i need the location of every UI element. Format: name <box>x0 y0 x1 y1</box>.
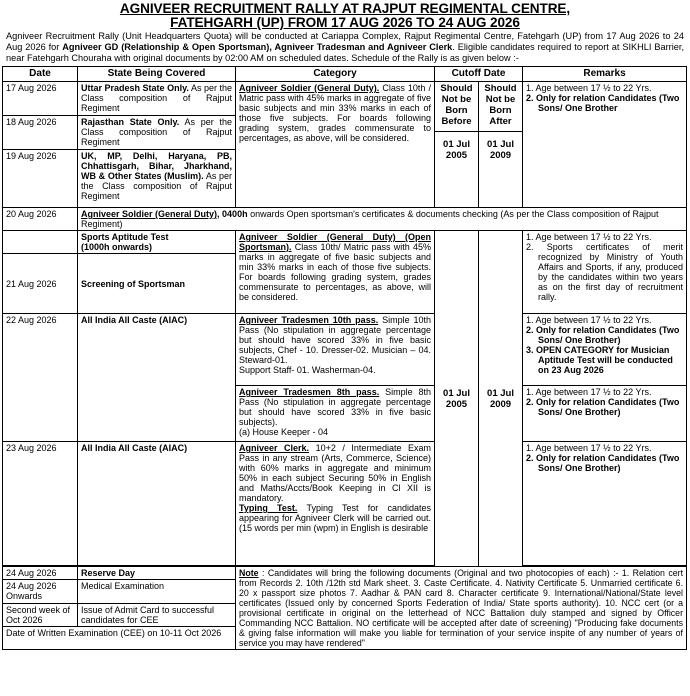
cutoff-after-mid: 01 Jul 2009 <box>479 231 523 567</box>
clerk-category: Agniveer Clerk. 10+2 / Intermediate Exam Pass in any stream (Arts, Commerce, Science) with 60% marks in aggregate and minimum 50% in each subject Securing 50% in English and Maths/Accts/Book Keeping in Cl XII is mandatory. Typing Test. Typing Test for candidates appearing for Agniveer Clerk will be carried out. (15 words per min (wpm) in English is desirable <box>236 442 435 566</box>
intro-bold: Agniveer GD (Relationship & Open Sportsman), Agniveer Tradesman and Agniveer Clerk <box>62 42 453 52</box>
row-date: 19 Aug 2026 <box>3 150 78 208</box>
title-line-1: AGNIVEER RECRUITMENT RALLY AT RAJPUT REGIMENTAL CENTRE, <box>119 1 571 16</box>
table-row <box>3 567 687 580</box>
header-date: Date <box>3 67 78 82</box>
row-state: Medical Examination <box>78 580 236 604</box>
cutoff-before: Should Not be Born Before 01 Jul 2005 <box>435 82 479 208</box>
table-row <box>3 314 687 386</box>
row-state: All India All Caste (AIAC) <box>78 314 236 442</box>
row-date: 24 Aug 2026 <box>3 567 78 580</box>
documents-note: Note : Candidates will bring the following documents (Original and two photocopies of each) :- 1. Relation cert from Records 2. 10th /12th std Mark sheet. 3. Caste Certificate. 4. Nativity Certificate 5. Unmarried certificate 6. 20 x passport size photos 7. Aadhar & PAN card 8. Character certificate 9. International/National/State level certificates (Issued only by concerned Sports Federation of India/ State sports authority). 10. NCC cert (or a provisional certificate in original on the letterhead of NCC Battalion duly stamped and signed by Officer Commanding NCC Battalion. NO certificate will be accepted after date of screening) "Producing fake documents & giving false information will make you liable for termination of your service inspite of any number of years of service you may have rendered" <box>236 567 687 650</box>
row-date: 24 Aug 2026 Onwards <box>3 580 78 604</box>
row-state: Screening of Sportsman <box>78 254 236 314</box>
rally-schedule-table <box>2 66 687 650</box>
tradesmen-10th-remarks: 1. Age between 17 ½ to 22 Yrs. 2. Only for relation Candidates (Two Sons/ One Brother) 3. OPEN CATEGORY for Musician Aptitude Test will be conducted on 23 Aug 2026 <box>523 314 687 386</box>
row-date: Second week of Oct 2026 <box>3 603 78 627</box>
row-state: Issue of Admit Card to successful candidates for CEE <box>78 603 236 627</box>
written-exam-date: Date of Written Examination (CEE) on 10-11 Oct 2026 <box>3 627 236 650</box>
intro-text-1: Agniveer Recruitment Rally (Unit Headquarters Quota) will be conducted at Cariappa Complex, Rajput Regimental Centre, Fatehgarh (UP) from 17 Aug 2026 to 24 Aug 2026 for <box>6 31 684 52</box>
table-row <box>3 82 687 116</box>
tradesmen-8th-remarks: 1. Age between 17 ½ to 22 Yrs. 2. Only for relation Candidates (Two Sons/ One Brother) <box>523 386 687 442</box>
row-date: 20 Aug 2026 <box>3 208 78 231</box>
gd-remarks: 1. Age between 17 ½ to 22 Yrs. 2. Only for relation Candidates (Two Sons/ One Brother <box>523 82 687 208</box>
row-state: Reserve Day <box>78 567 236 580</box>
table-row <box>3 208 687 231</box>
row-state: Rajasthan State Only. As per the Class composition of Rajput Regiment <box>78 116 236 150</box>
row-date: 22 Aug 2026 <box>3 314 78 442</box>
header-cutoff: Cutoff Date <box>435 67 523 82</box>
row-state: UK, MP, Delhi, Haryana, PB, Chhattisgarh, Bihar, Jharkhand, WB & Other States (Muslim). As per the Class composition of Rajput Regiment <box>78 150 236 208</box>
intro-text-2: . Eligible candidates required to report at SIKHLI Barrier, near Fatehgarh Chouraha with original documents by 02:00 AM on scheduled dates. Schedule of the Rally is as given below :- <box>6 42 684 63</box>
title-line-2: FATEHGARH (UP) FROM 17 AUG 2026 TO 24 AUG 2026 <box>170 15 520 30</box>
notice-page <box>2 0 688 650</box>
row-date: 23 Aug 2026 <box>3 442 78 566</box>
notice-title <box>2 2 688 30</box>
row-date: 17 Aug 2026 <box>3 82 78 116</box>
row-date: 21 Aug 2026 <box>3 254 78 314</box>
table-row <box>3 231 687 254</box>
clerk-remarks: 1. Age between 17 ½ to 22 Yrs. 2. Only for relation Candidates (Two Sons/ One Brother) <box>523 442 687 566</box>
sports-category: Agniveer Soldier (General Duty) (Open Sportsman). Class 10th/ Matric pass with 45% marks in aggregate of five basic subjects and min 33% marks in each of those five subjects. For boards following grading system, grades commensurate to percentages, as above, will be considered. <box>236 231 435 314</box>
row-date <box>3 231 78 254</box>
header-category: Category <box>236 67 435 82</box>
sports-remarks: 1. Age between 17 ½ to 22 Yrs. 2. Sports certificates of merit recognized by Ministry of Youth Affairs and Sports, if any, produced by the candidates within two years as on the first day of recruitment rally. <box>523 231 687 314</box>
tradesmen-8th-category: Agniveer Tradesmen 8th pass. Simple 8th Pass (No stipulation in aggregate percentage but should have scored 33% in five basic subjects). (a) House Keeper - 04 <box>236 386 435 442</box>
header-remarks: Remarks <box>523 67 687 82</box>
cutoff-after: Should Not be Born After 01 Jul 2009 <box>479 82 523 208</box>
row-span-text: Agniveer Soldier (General Duty), 0400h onwards Open sportsman's certificates & documents checking (As per the Class composition of Rajput Regiment) <box>78 208 687 231</box>
gd-category: Agniveer Soldier (General Duty). Class 10th / Matric pass with 45% marks in aggregate of five basic subjects and min 33% marks in each of those five subjects. For boards following grading system, grades commensurate to percentages, as above, will be considered. <box>236 82 435 208</box>
row-state: Uttar Pradesh State Only. As per the Class composition of Rajput Regiment <box>78 82 236 116</box>
row-state: Sports Aptitude Test (1000h onwards) <box>78 231 236 254</box>
intro-paragraph <box>2 30 688 66</box>
table-header-row <box>3 67 687 82</box>
table-row <box>3 442 687 566</box>
row-state: All India All Caste (AIAC) <box>78 442 236 566</box>
header-state: State Being Covered <box>78 67 236 82</box>
row-date: 18 Aug 2026 <box>3 116 78 150</box>
cutoff-before-mid: 01 Jul 2005 <box>435 231 479 567</box>
tradesmen-10th-category: Agniveer Tradesmen 10th pass. Simple 10th Pass (No stipulation in aggregate percentage but should have scored 33% in five basic subjects, Chef - 10. Dresser-02. Musician – 04. Steward-01. Support Staff- 01. Washerman-04. <box>236 314 435 386</box>
